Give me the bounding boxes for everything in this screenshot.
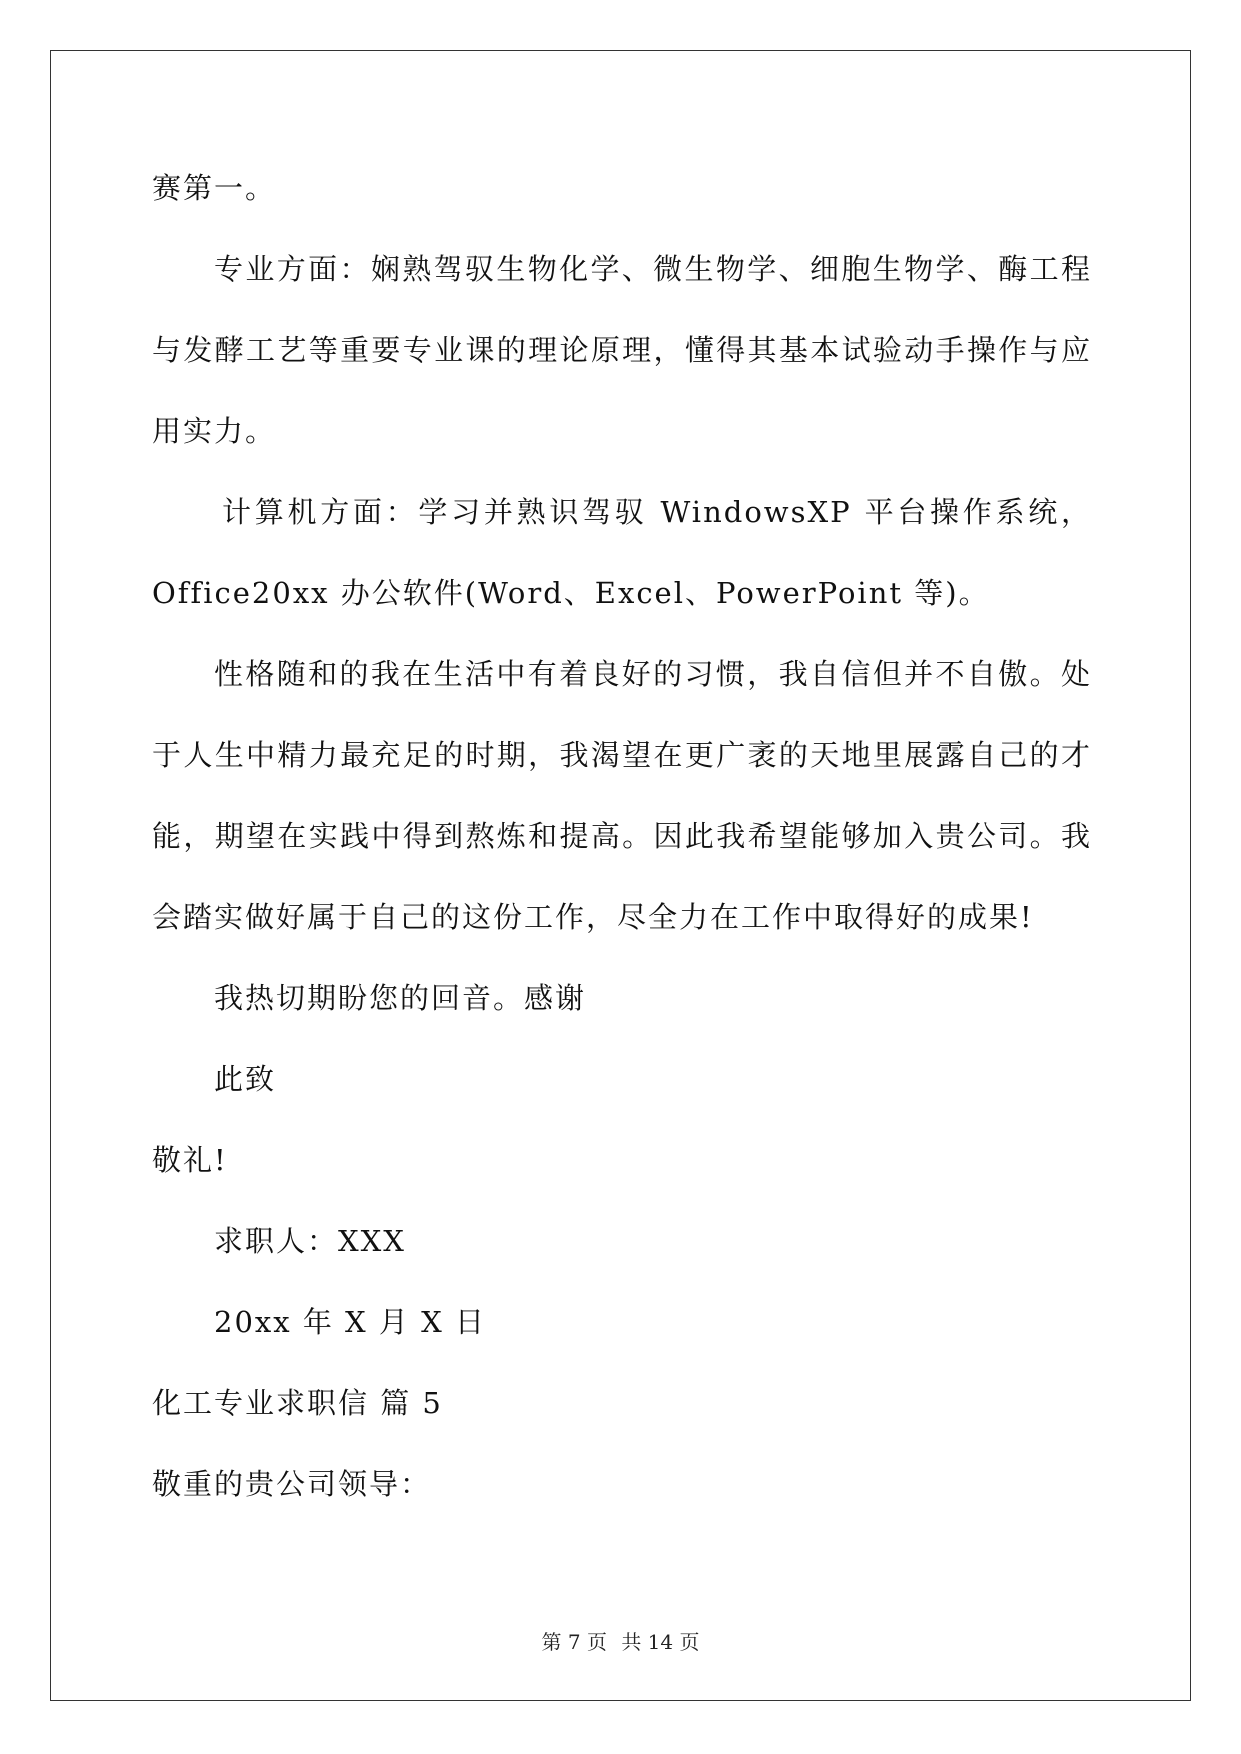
paragraph-line: 能，期望在实践中得到熬炼和提高。因此我希望能够加入贵公司。我 bbox=[152, 819, 1092, 853]
page-number: 第 7 页 bbox=[541, 1630, 607, 1654]
closing-regards: 敬礼! bbox=[152, 1143, 228, 1177]
paragraph-line: 性格随和的我在生活中有着良好的习惯，我自信但并不自傲。处 bbox=[214, 657, 1092, 691]
paragraph-line: 计算机方面：学习并熟识驾驭 WindowsXP 平台操作系统， bbox=[222, 495, 1092, 529]
signature-date: 20xx 年 X 月 X 日 bbox=[214, 1305, 486, 1339]
paragraph-line: 会踏实做好属于自己的这份工作，尽全力在工作中取得好的成果! bbox=[152, 900, 1034, 934]
paragraph-line: 用实力。 bbox=[152, 414, 277, 448]
paragraph-line: 专业方面：娴熟驾驭生物化学、微生物学、细胞生物学、酶工程 bbox=[214, 252, 1092, 286]
page-footer bbox=[0, 1626, 1241, 1655]
page-total: 共 14 页 bbox=[621, 1630, 700, 1654]
signature-applicant: 求职人：XXX bbox=[214, 1224, 406, 1258]
paragraph-line: 我热切期盼您的回音。感谢 bbox=[214, 981, 587, 1015]
paragraph-line: 与发酵工艺等重要专业课的理论原理，懂得其基本试验动手操作与应 bbox=[152, 333, 1092, 367]
closing-salutation: 此致 bbox=[214, 1062, 277, 1096]
paragraph-line: 于人生中精力最充足的时期，我渴望在更广袤的天地里展露自己的才 bbox=[152, 738, 1092, 772]
letter-greeting: 敬重的贵公司领导： bbox=[152, 1467, 432, 1501]
paragraph-line: Office20xx 办公软件(Word、Excel、PowerPoint 等)。 bbox=[152, 576, 990, 610]
paragraph-line: 赛第一。 bbox=[152, 171, 277, 205]
document-body bbox=[152, 148, 1092, 1525]
section-heading: 化工专业求职信 篇 5 bbox=[152, 1386, 443, 1420]
